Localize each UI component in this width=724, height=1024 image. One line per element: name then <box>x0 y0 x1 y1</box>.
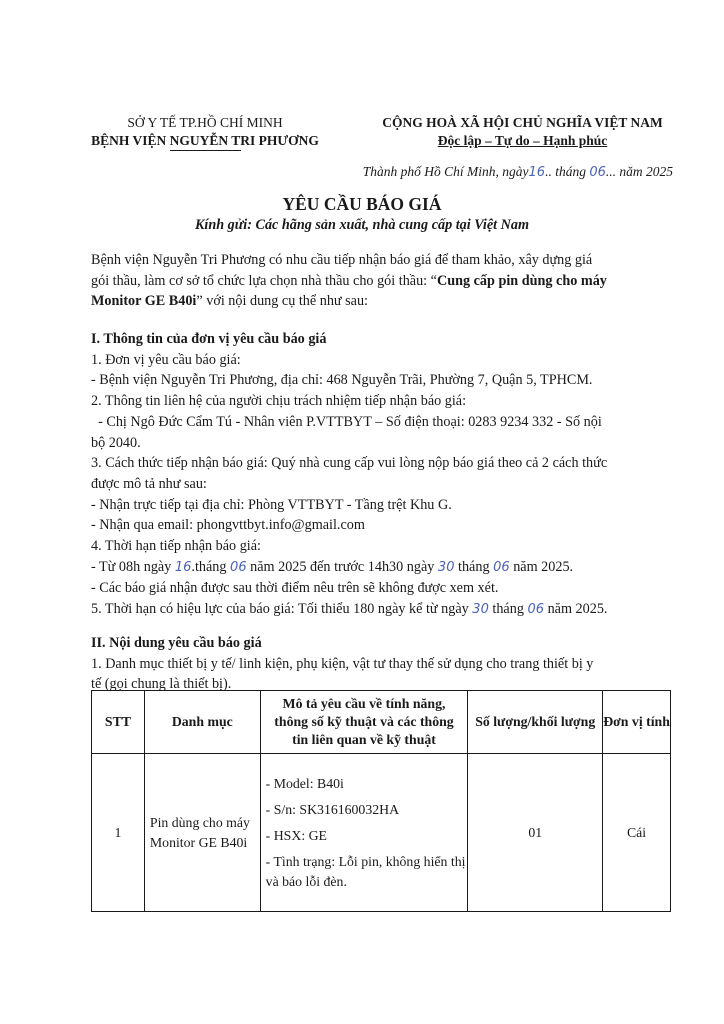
document-recipient: Kính gửi: Các hãng sản xuất, nhà cung cấp tại Việt Nam <box>194 217 530 233</box>
table-header-row <box>92 691 671 754</box>
cell-quantity: 01 <box>468 754 603 912</box>
spec-line: - Model: B40i <box>265 775 344 791</box>
document-date: Thành phố Hồ Chí Minh, ngày16.. tháng 06... năm 2025 <box>362 164 673 180</box>
spec-line: - S/n: SK316160032HA <box>265 801 400 817</box>
intro-line: Monitor GE B40i” với nội dung cụ thể như sau: <box>91 293 368 310</box>
hospital-name: BỆNH VIỆN NGUYỄN TRI PHƯƠNG <box>91 133 319 148</box>
section-line: 1. Danh mục thiết bị y tế/ linh kiện, phụ kiện, vật tư thay thế sử dụng cho trang thiết bị y <box>91 655 594 672</box>
header-stt: STT <box>92 691 145 754</box>
intro-paragraph <box>91 250 681 312</box>
handwritten-day: 16 <box>174 559 192 575</box>
section-line: được mô tả như sau: <box>91 475 207 492</box>
header-description: Mô tả yêu cầu về tính năng, thông số kỹ thuật và các thông tin liên quan về kỹ thuật <box>260 691 468 754</box>
national-motto: Độc lập – Tự do – Hạnh phúc <box>437 133 608 148</box>
section-heading: II. Nội dung yêu cầu báo giá <box>91 635 262 651</box>
header-item: Danh mục <box>144 691 260 754</box>
cell-item: Pin dùng cho máy Monitor GE B40i <box>144 754 260 912</box>
section-line: tế (gọi chung là thiết bị). <box>91 676 232 693</box>
cell-description <box>260 754 468 912</box>
cell-stt: 1 <box>92 754 145 912</box>
handwritten-day: 30 <box>437 559 455 575</box>
section-request-content <box>91 633 691 695</box>
section-heading: I. Thông tin của đơn vị yêu cầu báo giá <box>91 331 327 347</box>
spec-line: - HSX: GE <box>265 827 327 843</box>
cell-unit: Cái <box>603 754 671 912</box>
intro-line: Bệnh viện Nguyễn Tri Phương có nhu cầu tiếp nhận báo giá để tham khảo, xây dựng giá <box>91 252 593 268</box>
header-quantity: Số lượng/khối lượng <box>468 691 603 754</box>
section-line: - Các báo giá nhận được sau thời điểm nêu trên sẽ không được xem xét. <box>91 580 499 597</box>
national-header <box>360 114 685 150</box>
deadline-line: - Từ 08h ngày 16.tháng 06 năm 2025 đến trước 14h30 ngày 30 tháng 06 năm 2025. <box>91 558 574 575</box>
agency-header <box>60 114 350 150</box>
header-unit: Đơn vị tính <box>603 691 671 754</box>
section-line: - Bệnh viện Nguyễn Tri Phương, địa chỉ: 468 Nguyễn Trãi, Phường 7, Quận 5, TPHCM. <box>91 372 593 389</box>
national-name: CỘNG HOÀ XÃ HỘI CHỦ NGHĨA VIỆT NAM <box>382 115 663 130</box>
header-left-rule <box>170 150 241 151</box>
section-line: 2. Thông tin liên hệ của người chịu trách nhiệm tiếp nhận báo giá: <box>91 393 467 410</box>
section-line: 3. Cách thức tiếp nhận báo giá: Quý nhà cung cấp vui lòng nộp báo giá theo cả 2 cách thức <box>91 455 608 472</box>
section-requesting-unit <box>91 329 691 621</box>
section-line: 4. Thời hạn tiếp nhận báo giá: <box>91 538 261 555</box>
handwritten-month: 06 <box>527 602 545 618</box>
section-line: - Chị Ngô Đức Cẩm Tú - Nhân viên P.VTTBYT – Số điện thoại: 0283 9234 332 - Số nội <box>91 413 602 430</box>
section-line: - Nhận trực tiếp tại địa chỉ: Phòng VTTBYT - Tầng trệt Khu G. <box>91 496 452 513</box>
document-title: YÊU CẦU BÁO GIÁ <box>282 194 442 214</box>
section-line: 1. Đơn vị yêu cầu báo giá: <box>91 351 241 368</box>
handwritten-day: 30 <box>472 602 489 618</box>
spec-line: - Tình trạng: Lỗi pin, không hiển thị và báo lỗi đèn. <box>265 853 466 889</box>
handwritten-month: 06 <box>230 559 247 575</box>
handwritten-day: 16 <box>528 165 546 180</box>
validity-line: 5. Thời hạn có hiệu lực của báo giá: Tối thiểu 180 ngày kể từ ngày 30 tháng 06 năm 2025. <box>91 601 608 618</box>
table-row <box>92 754 671 912</box>
equipment-table <box>91 690 671 912</box>
agency-department: SỞ Y TẾ TP.HỒ CHÍ MINH <box>127 115 283 130</box>
handwritten-month: 06 <box>589 165 606 180</box>
section-line: bộ 2040. <box>91 434 141 451</box>
intro-line: gói thầu, làm cơ sở tổ chức lựa chọn nhà thầu cho gói thầu: “Cung cấp pin dùng cho máy <box>91 272 607 289</box>
handwritten-month: 06 <box>493 559 510 575</box>
email-line: - Nhận qua email: phongvttbyt.info@gmail.com <box>91 517 365 534</box>
